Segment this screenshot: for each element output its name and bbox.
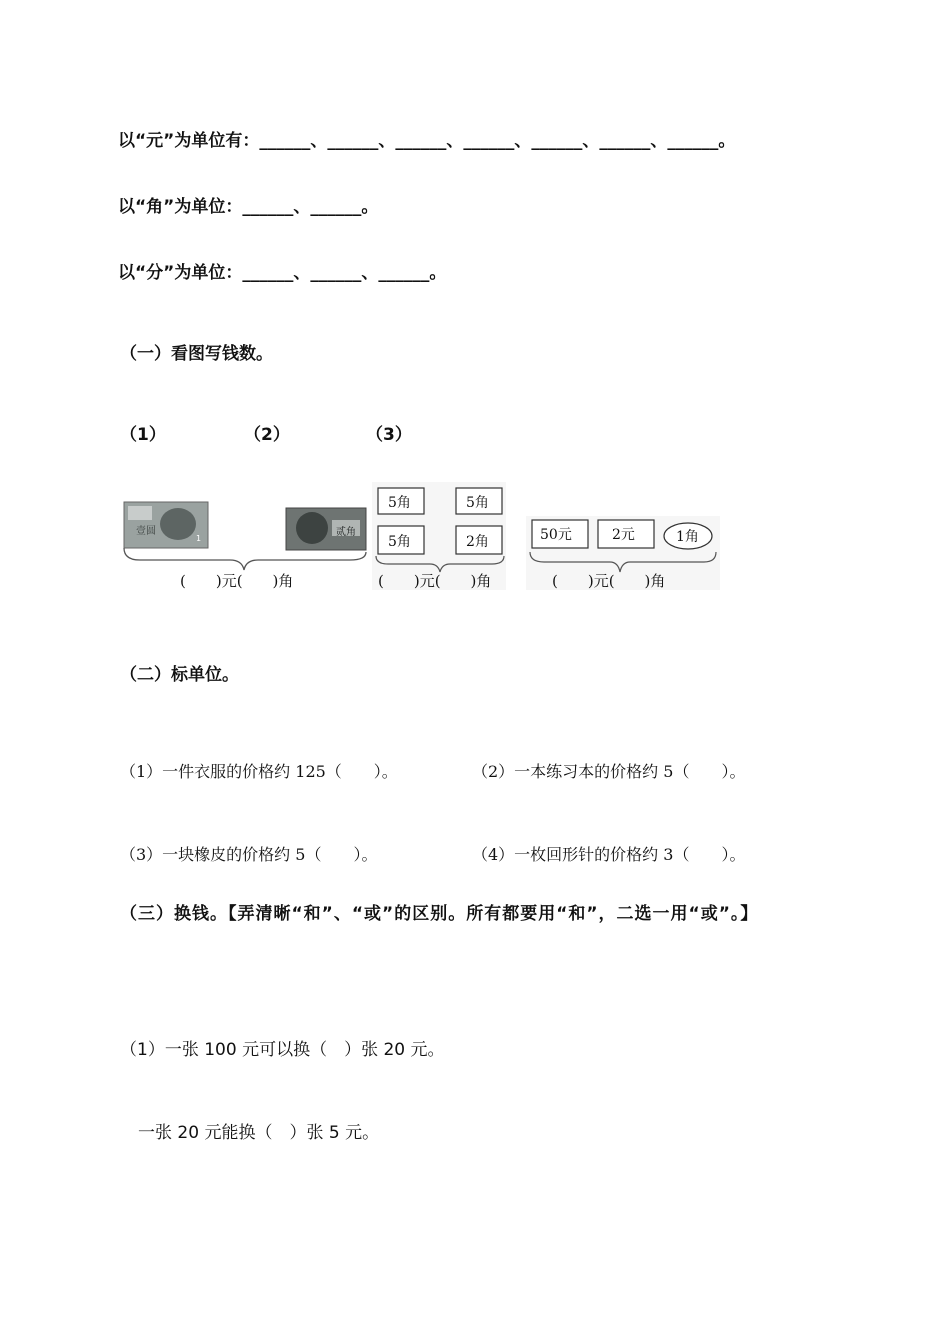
caption-3: ( )元( )角 bbox=[552, 572, 666, 590]
jiao-unit-line: 以“角”为单位：______、______。 bbox=[118, 197, 379, 217]
jiao-box-3-text: 5角 bbox=[388, 534, 411, 550]
label-1: （1） bbox=[120, 425, 166, 445]
section2-q1: （1）一件衣服的价格约 125（ ）。 bbox=[120, 762, 398, 781]
caption-1: ( )元( )角 bbox=[180, 572, 294, 590]
caption-2: ( )元( )角 bbox=[378, 572, 492, 590]
banknote-1-portrait bbox=[160, 508, 196, 540]
banknote-2-portrait bbox=[296, 512, 328, 544]
money-figures bbox=[120, 482, 720, 592]
jiao-box-2-text: 5角 bbox=[466, 495, 489, 511]
box-50yuan-text: 50元 bbox=[540, 527, 572, 543]
section1-title: （一）看图写钱数。 bbox=[120, 344, 273, 364]
jiao-box-4-text: 2角 bbox=[466, 534, 489, 550]
oval-1jiao-text: 1角 bbox=[676, 529, 699, 545]
fen-unit-line: 以“分”为单位：______、______、______。 bbox=[118, 263, 447, 283]
banknote-1-mark: 1 bbox=[196, 534, 202, 543]
banknote-2-text: 贰角 bbox=[336, 527, 356, 538]
section3-q1b: 一张 20 元能换（ ）张 5 元。 bbox=[138, 1123, 380, 1143]
brace-1 bbox=[124, 548, 366, 570]
jiao-box-1-text: 5角 bbox=[388, 495, 411, 511]
banknote-1-text: 壹圆 bbox=[136, 526, 156, 537]
box-2yuan-text: 2元 bbox=[612, 527, 635, 543]
label-2: （2） bbox=[244, 425, 290, 445]
label-3: （3） bbox=[366, 425, 412, 445]
section3-q1: （1）一张 100 元可以换（ ）张 20 元。 bbox=[120, 1040, 445, 1060]
banknote-1-emblem bbox=[128, 506, 152, 520]
section2-q4: （4）一枚回形针的价格约 3（ ）。 bbox=[472, 845, 746, 864]
section3-title: （三）换钱。【弄清晰“和”、“或”的区别。所有都要用“和”，二选一用“或”。】 bbox=[120, 904, 759, 924]
section2-q3: （3）一块橡皮的价格约 5（ ）。 bbox=[120, 845, 378, 864]
section2-q2: （2）一本练习本的价格约 5（ ）。 bbox=[472, 762, 746, 781]
yuan-unit-line: 以“元”为单位有：______、______、______、______、______、______、______。 bbox=[118, 131, 736, 151]
figure-1 bbox=[124, 502, 366, 570]
section2-title: （二）标单位。 bbox=[120, 665, 239, 685]
